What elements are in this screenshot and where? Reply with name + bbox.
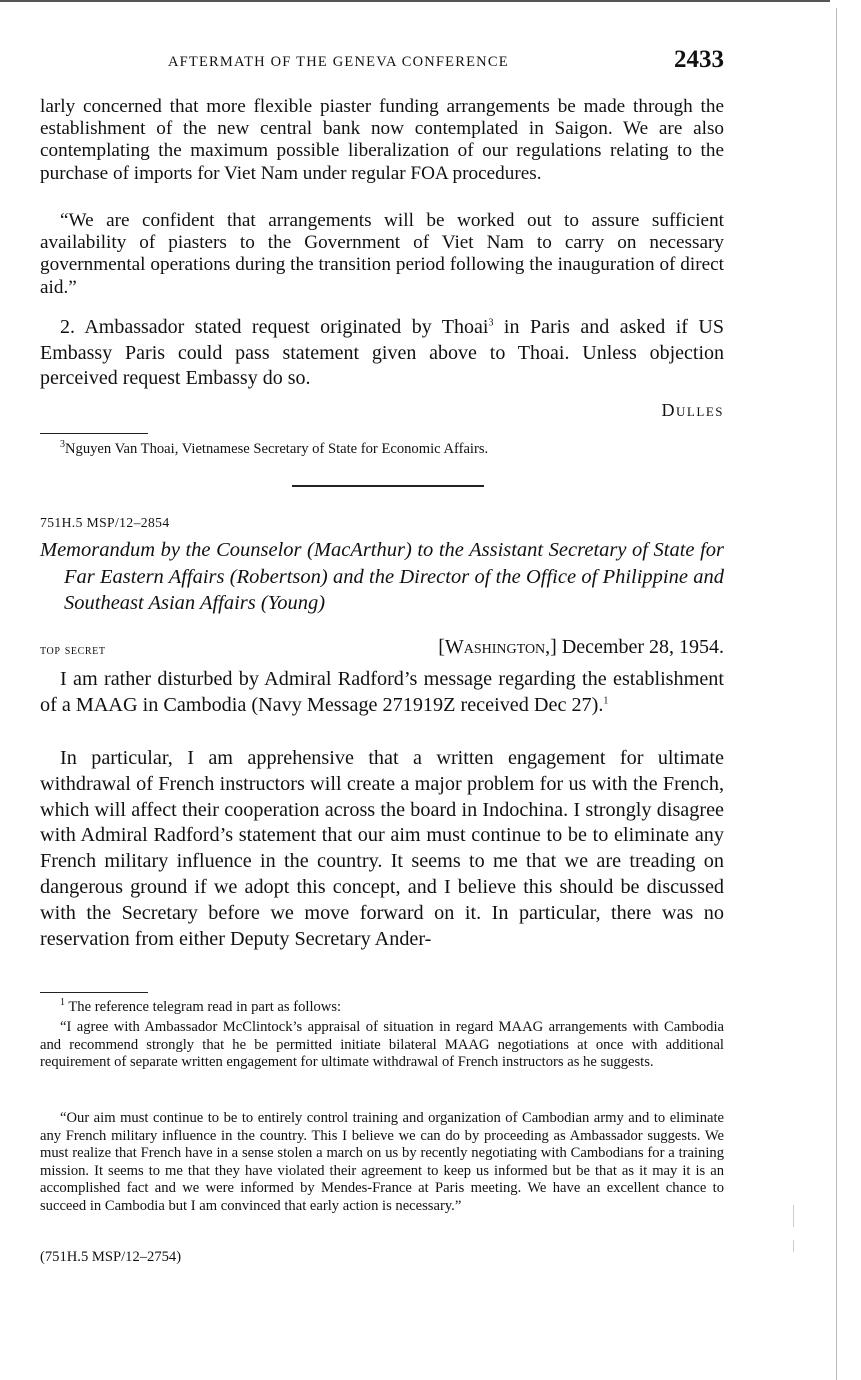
page-edge-line	[836, 8, 837, 1380]
top-edge-rule	[0, 0, 830, 2]
footnote-3	[40, 441, 724, 459]
quoted-paragraph-text: “We are confident that arrangements will be worked out to assure sufficient availability of piasters to the Government of Viet Nam to carry on necessary governmental operations during the transition period following the inauguration of direct aid.”	[40, 210, 724, 298]
document-place: [Washington,]	[438, 636, 557, 658]
point-2-paragraph	[40, 315, 724, 392]
footnote-1-intro-text: The reference telegram read in part as follows:	[68, 999, 342, 1015]
signature: Dulles	[661, 400, 724, 420]
footnote-3-marker: 3	[60, 439, 65, 451]
page-number: 2433	[674, 46, 724, 73]
footnote-1-reference: (751H.5 MSP/12–2754)	[40, 1249, 182, 1265]
section-divider	[292, 485, 484, 487]
point-2-after: in Paris and asked if US Embassy Paris could pass statement given above to Thoai. Unless objection perceived request Embassy do so.	[40, 316, 724, 389]
footnote-1-quote-2: “Our aim must continue to be to entirely control training and organization of Cambodian army and to eliminate any French military influence in the country. This I believe we can do by proceeding as Ambassador suggests. We must realize that French have in a sense stolen a march on us by recently negotiating with Cambodians for a training mission. It seems to me that they have violated their agreement to keep us informed but be that as it may it is an accomplished fact and we were informed by Mendes-France at Paris meeting. We have an excellent chance to succeed in Cambodia but I am convinced that early action is necessary.”	[40, 1110, 724, 1214]
memo-paragraph-1	[40, 667, 724, 719]
footnote-ref-3: 3	[488, 317, 494, 329]
scan-mark-2	[793, 1240, 794, 1252]
memo-paragraph-1-body: I am rather disturbed by Admiral Radford’s message regarding the establishment of a MAAG in Cambodia (Navy Message 271919Z received Dec 27).	[40, 668, 724, 716]
footnote-1-quote-1: “I agree with Ambassador McClintock’s appraisal of situation in regard MAAG arrangements with Cambodia and recommend strongly that he be permitted initiate bilateral MAAG negotiations at once with additional requirement of separate written engagement for ultimate withdrawal of French instructors as he suggests.	[40, 1019, 724, 1070]
classification-label: top secret	[40, 642, 106, 658]
footnote-rule-2	[40, 992, 148, 993]
footnote-1-intro	[40, 999, 724, 1017]
memo-paragraph-2-text: In particular, I am apprehensive that a written engagement for ultimate withdrawal of French instructors will create a major problem for us with the French, which will affect their cooperation across the board in Indochina. I strongly disagree with Admiral Radford’s statement that our aim must continue to be to eliminate any French military influence in the country. It seems to me that we are treading on dangerous ground if we adopt this concept, and I believe this should be discussed with the Secretary before we move forward on it. In particular, there was no reservation from either Deputy Secretary Ander-	[40, 747, 724, 950]
continued-paragraph-text: larly concerned that more flexible piaster funding arrangements be made through the establishment of the new central bank now contemplated in Saigon. We are also contemplating the maximum possible liberalization of our regulations relating to the purchase of imports for Viet Nam under regular FOA procedures.	[40, 96, 724, 184]
document-date: December 28, 1954.	[561, 636, 724, 658]
continued-paragraph	[40, 96, 724, 185]
page-header	[40, 46, 724, 80]
quoted-paragraph	[40, 210, 724, 299]
document-meta-row	[40, 636, 724, 662]
footnote-ref-1: 1	[603, 695, 609, 707]
footnote-3-text: Nguyen Van Thoai, Vietnamese Secretary of State for Economic Affairs.	[65, 441, 489, 457]
place-date	[438, 636, 724, 659]
document-title-text: Memorandum by the Counselor (MacArthur) to the Assistant Secretary of State for Far Eastern Affairs (Robertson) and the Director of the Office of Philippine and Southeast Asian Affairs (Young)	[40, 539, 724, 614]
point-2-text	[40, 315, 724, 392]
scan-mark	[793, 1205, 794, 1227]
running-head: AFTERMATH OF THE GENEVA CONFERENCE	[168, 54, 509, 70]
memo-paragraph-1-text	[40, 667, 724, 719]
document-title	[40, 537, 724, 617]
point-2-before: 2. Ambassador stated request originated by Thoai	[60, 316, 489, 338]
footnote-rule	[40, 433, 148, 434]
memo-paragraph-2	[40, 746, 724, 952]
footnote-1-marker: 1	[60, 997, 65, 1009]
document-file-number: 751H.5 MSP/12–2854	[40, 515, 170, 530]
